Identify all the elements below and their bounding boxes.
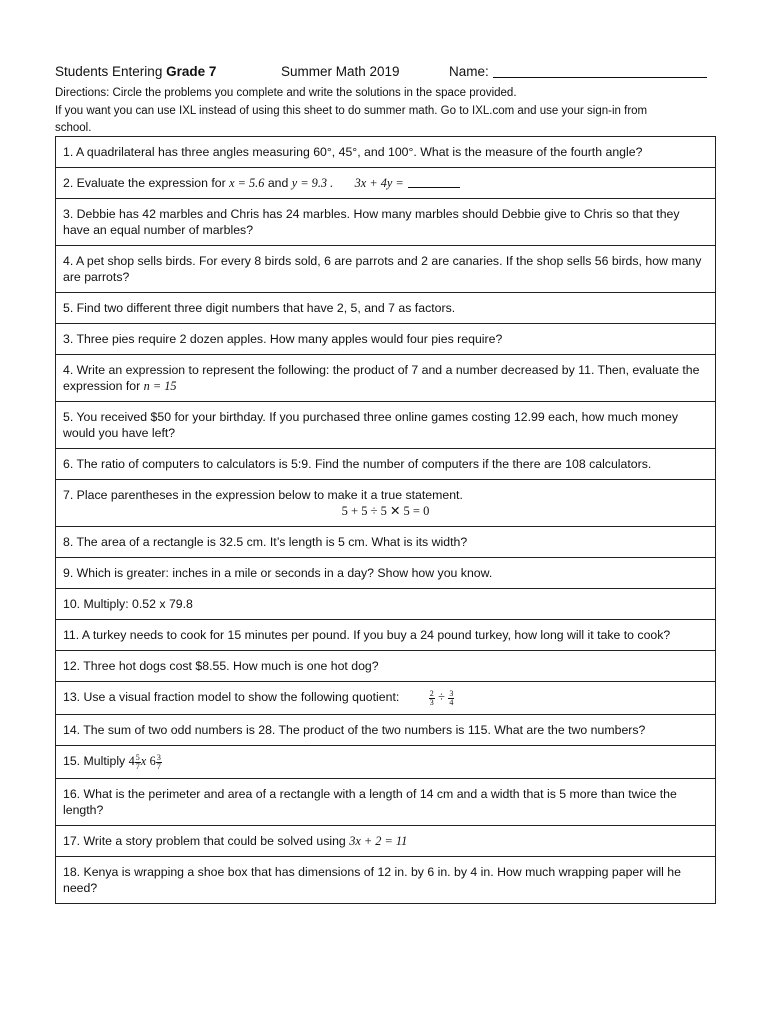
- problem-row: [56, 779, 716, 826]
- problem-21: 18. Kenya is wrapping a shoe box that has dimensions of 12 in. by 6 in. by 4 in. How much wrapping paper will he need?: [56, 857, 716, 904]
- problem-row: [56, 651, 716, 682]
- fraction-denominator: 7: [156, 762, 161, 771]
- name-field[interactable]: [449, 64, 489, 79]
- worksheet-header: [55, 64, 715, 82]
- problem-row: [56, 826, 716, 857]
- problem-10-text: 7. Place parentheses in the expression below to make it a true statement.: [63, 488, 463, 502]
- fraction-numerator: 5: [135, 753, 140, 762]
- problem-4: 4. A pet shop sells birds. For every 8 birds sold, 6 are parrots and 2 are canaries. If the shop sells 56 birds, how many are parrots?: [56, 246, 716, 293]
- name-blank-line[interactable]: [493, 64, 707, 78]
- name-label: Name:: [449, 64, 489, 79]
- problem-row: [56, 527, 716, 558]
- problem-row: [56, 857, 716, 904]
- students-entering-label: [55, 64, 216, 79]
- fraction-numerator: 3: [156, 753, 161, 762]
- problem-10: [56, 480, 716, 527]
- fraction-denominator: 4: [449, 698, 454, 707]
- fraction-denominator: 7: [135, 762, 140, 771]
- problems-table: [55, 136, 716, 904]
- problem-row: [56, 558, 716, 589]
- summer-math-label: Summer Math 2019: [281, 64, 400, 79]
- directions-line-1: Directions: Circle the problems you complete and write the solutions in the space provided.: [55, 87, 517, 99]
- problem-5: 5. Find two different three digit numbers that have 2, 5, and 7 as factors.: [56, 293, 716, 324]
- problem-row: [56, 168, 716, 199]
- fraction-denominator: 3: [429, 698, 434, 707]
- problem-16-text: 13. Use a visual fraction model to show the following quotient:: [63, 690, 400, 704]
- problem-14: 11. A turkey needs to cook for 15 minutes per pound. If you buy a 24 pound turkey, how long will it take to cook?: [56, 620, 716, 651]
- problem-9: 6. The ratio of computers to calculators is 5:9. Find the number of computers if the there are 108 calculators.: [56, 449, 716, 480]
- problem-16: [56, 682, 716, 715]
- problem-12: 9. Which is greater: inches in a mile or seconds in a day? Show how you know.: [56, 558, 716, 589]
- times-x: x: [140, 754, 147, 768]
- problem-row: [56, 137, 716, 168]
- problem-row: [56, 682, 716, 715]
- problem-row: [56, 589, 716, 620]
- mixed-number-whole: 6: [149, 754, 156, 768]
- problem-row: [56, 246, 716, 293]
- fraction-numerator: 3: [449, 689, 454, 698]
- fraction-three-fourths: [448, 690, 454, 707]
- problem-2-y-value: y = 9.3 .: [291, 176, 334, 190]
- problem-15: 12. Three hot dogs cost $8.55. How much is one hot dog?: [56, 651, 716, 682]
- answer-blank[interactable]: [408, 176, 460, 188]
- problem-row: [56, 402, 716, 449]
- problem-11: 8. The area of a rectangle is 32.5 cm. It’s length is 5 cm. What is its width?: [56, 527, 716, 558]
- problem-10-expression: 5 + 5 ÷ 5 ✕ 5 = 0: [341, 504, 430, 518]
- problem-row: [56, 293, 716, 324]
- students-prefix: Students Entering: [55, 64, 167, 79]
- problem-row: [56, 715, 716, 746]
- fraction-three-sevenths: [156, 754, 162, 771]
- fraction-two-thirds: [429, 690, 435, 707]
- problem-row: [56, 746, 716, 779]
- problem-1: 1. A quadrilateral has three angles measuring 60°, 45°, and 100°. What is the measure of the fourth angle?: [56, 137, 716, 168]
- problem-2-text: 2. Evaluate the expression for: [63, 176, 226, 190]
- problem-row: [56, 324, 716, 355]
- problem-13: 10. Multiply: 0.52 x 79.8: [56, 589, 716, 620]
- problem-6: 3. Three pies require 2 dozen apples. How many apples would four pies require?: [56, 324, 716, 355]
- directions-line-2: If you want you can use IXL instead of using this sheet to do summer math. Go to IXL.com and use your sign-in from: [55, 104, 648, 117]
- problem-18-text: 15. Multiply: [63, 754, 126, 768]
- problem-row: [56, 355, 716, 402]
- problem-2-expression: 3x + 4y =: [354, 176, 404, 190]
- problem-18: [56, 746, 716, 779]
- problem-7-math: n = 15: [143, 379, 177, 393]
- divide-sign: ÷: [438, 690, 445, 704]
- grade-label: Grade 7: [166, 64, 217, 79]
- problem-2-and: and: [267, 176, 289, 190]
- problem-7-text: 4. Write an expression to represent the following: the product of 7 and a number decreased by 11. Then, evaluate the expression for: [63, 363, 700, 393]
- problem-2-x-value: x = 5.6: [229, 176, 265, 190]
- mixed-number-whole: 4: [128, 754, 135, 768]
- problem-row: [56, 620, 716, 651]
- problem-20: [56, 826, 716, 857]
- problem-7: [56, 355, 716, 402]
- problem-20-math: 3x + 2 = 11: [349, 834, 408, 848]
- fraction-numerator: 2: [429, 689, 434, 698]
- problem-17: 14. The sum of two odd numbers is 28. The product of the two numbers is 115. What are the two numbers?: [56, 715, 716, 746]
- problem-3: 3. Debbie has 42 marbles and Chris has 24 marbles. How many marbles should Debbie give to Chris so that they have an equal number of marbles?: [56, 199, 716, 246]
- problem-8: 5. You received $50 for your birthday. If you purchased three online games costing 12.99 each, how much money would you have left?: [56, 402, 716, 449]
- directions: [55, 85, 715, 138]
- problem-row: [56, 199, 716, 246]
- problem-2: [56, 168, 716, 199]
- problem-20-text: 17. Write a story problem that could be solved using: [63, 834, 346, 848]
- problem-row: [56, 449, 716, 480]
- problem-19: 16. What is the perimeter and area of a rectangle with a length of 14 cm and a width that is 5 more than twice the length?: [56, 779, 716, 826]
- directions-line-3: school.: [55, 122, 92, 134]
- problem-row: [56, 480, 716, 527]
